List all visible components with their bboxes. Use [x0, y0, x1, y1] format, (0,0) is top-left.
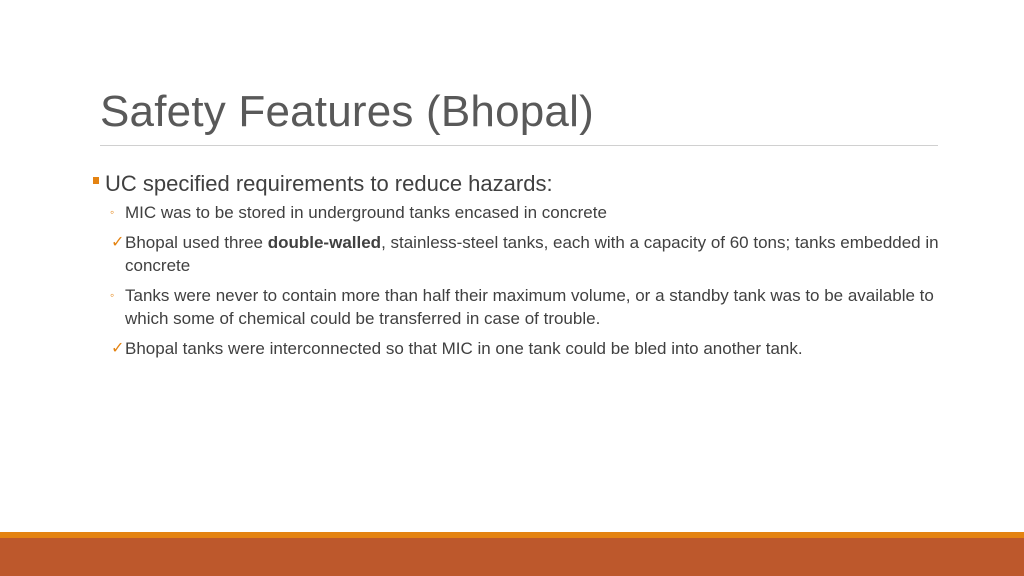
title-divider — [100, 145, 938, 146]
checkmark-icon: ✓ — [111, 234, 125, 251]
sub-bullet-2 — [93, 231, 943, 277]
sub-bullet-4-text: Bhopal tanks were interconnected so that MIC in one tank could be bled into another tank. — [125, 339, 803, 358]
square-bullet-icon — [93, 177, 99, 184]
sub-bullet-2-text — [125, 233, 939, 275]
bullet-main-text: UC specified requirements to reduce hazards: — [105, 171, 553, 196]
sub-bullet-3-text: Tanks were never to contain more than half their maximum volume, or a standby tank was to be available to which some of chemical could be transferred in case of trouble. — [125, 286, 934, 328]
sub-bullet-4 — [93, 337, 943, 360]
slide-title: Safety Features (Bhopal) — [100, 87, 594, 136]
sub-bullet-1-text: MIC was to be stored in underground tanks encased in concrete — [125, 203, 607, 222]
sub-bullet-3 — [93, 284, 943, 330]
circle-bullet-icon: ◦ — [110, 288, 115, 302]
slide-body — [93, 170, 943, 367]
sub-bullet-2-pre: Bhopal used three — [125, 233, 268, 252]
sub-bullet-2-bold: double-walled — [267, 233, 382, 252]
circle-bullet-icon: ◦ — [110, 205, 115, 219]
checkmark-icon: ✓ — [111, 340, 125, 357]
footer-bar — [0, 538, 1024, 576]
sub-bullet-1 — [93, 201, 943, 224]
bullet-main — [93, 170, 943, 198]
sub-bullet-2-post: , stainless-steel tanks, each with a capacity of 60 tons; tanks embedded in concrete — [125, 233, 939, 275]
